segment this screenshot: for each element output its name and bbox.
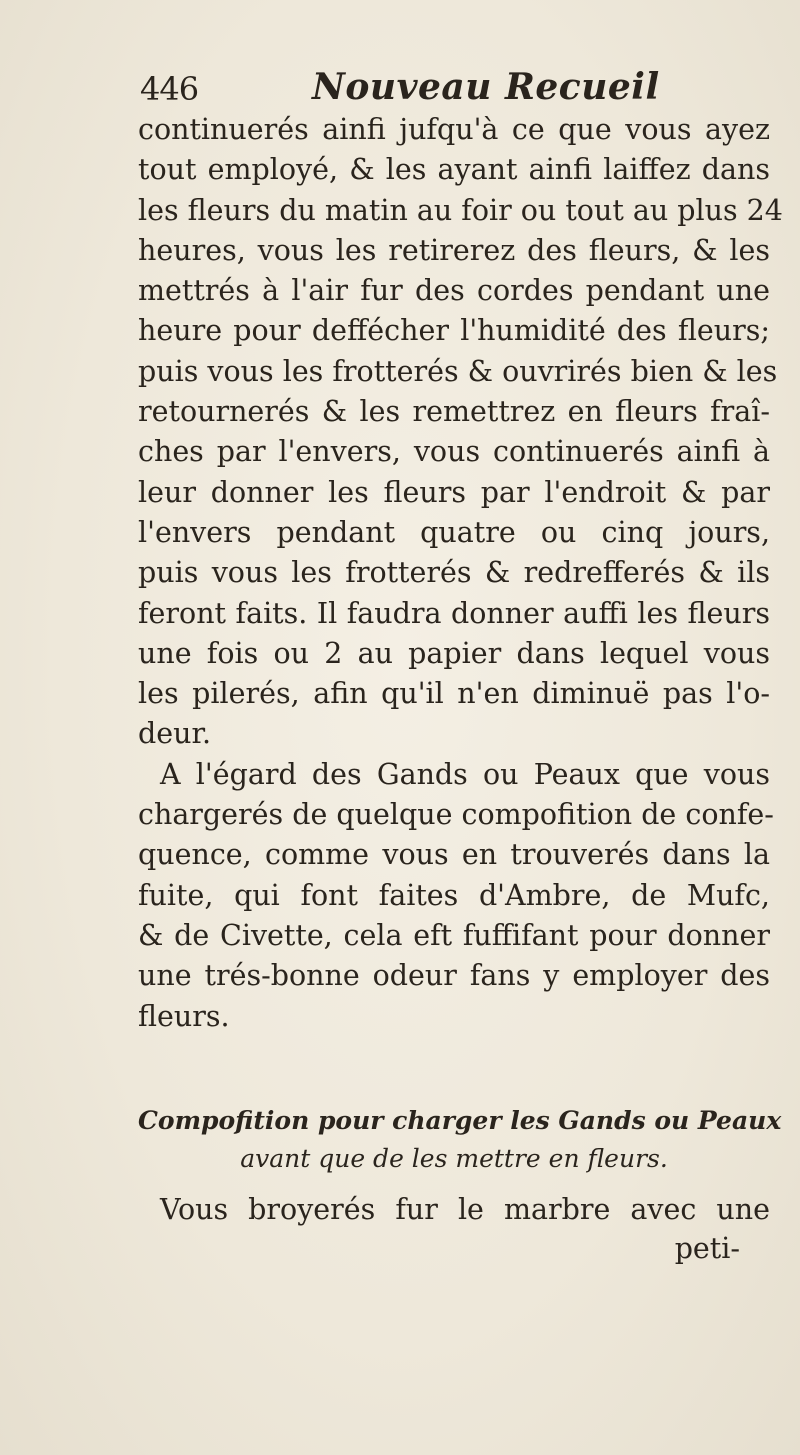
running-title: Nouveau Recueil <box>312 66 660 108</box>
text-line: les pilerés, afin qu'il n'en diminuë pas l'o- <box>138 677 770 711</box>
text-line: une fois ou 2 au papier dans lequel vous <box>138 636 770 670</box>
text-line: puis vous les frotterés & ouvrirés bien & les <box>138 354 778 388</box>
text-line: mettrés à l'air fur des cordes pendant une <box>138 274 770 308</box>
text-line: heures, vous les retirerez des fleurs, & les <box>138 233 770 267</box>
paragraph-1 <box>138 110 783 755</box>
text-line: l'envers pendant quatre ou cinq jours, <box>138 515 770 549</box>
text-line: chargerés de quelque compofition de confe- <box>138 798 774 832</box>
paragraph-3 <box>138 1190 770 1230</box>
text-line: heure pour deffécher l'humidité des fleurs; <box>138 314 770 348</box>
page-header <box>140 66 660 116</box>
section-heading <box>138 1102 782 1178</box>
text-line: & de Civette, cela eft fuffifant pour donner <box>138 918 770 952</box>
text-line: continuerés ainfi jufqu'à ce que vous ayez <box>138 113 770 146</box>
text-line: puis vous les frotterés & redrefferés & ils <box>138 556 770 590</box>
text-line: Vous broyerés fur le marbre avec une <box>160 1193 770 1226</box>
text-line: quence, comme vous en trouverés dans la <box>138 838 770 872</box>
text-line: ches par l'envers, vous continuerés ainfi à <box>138 435 770 469</box>
text-line: une trés-bonne odeur fans y employer des <box>138 959 770 993</box>
text-line: retournerés & les remettrez en fleurs fraî- <box>138 395 770 429</box>
text-line: leur donner les fleurs par l'endroit & par <box>138 475 770 509</box>
page-number: 446 <box>140 70 199 108</box>
text-line: fleurs. <box>138 999 230 1033</box>
text-line: fuite, qui font faites d'Ambre, de Mufc, <box>138 878 770 912</box>
main-text <box>138 110 783 1037</box>
text-line: feront faits. Il faudra donner auffi les fleurs <box>138 596 770 630</box>
text-line: les fleurs du matin au foir ou tout au plus 24 <box>138 193 783 227</box>
section-heading-line: Compofition pour charger les Gands ou Peaux <box>138 1106 782 1135</box>
section-heading-line: avant que de les mettre en fleurs. <box>240 1144 668 1173</box>
text-line: tout employé, & les ayant ainfi laiffez dans <box>138 153 770 187</box>
paragraph-2 <box>138 755 774 1037</box>
text-line: deur. <box>138 717 212 751</box>
text-line: A l'égard des Gands ou Peaux que vous <box>160 757 770 791</box>
catchword: peti- <box>674 1232 740 1265</box>
